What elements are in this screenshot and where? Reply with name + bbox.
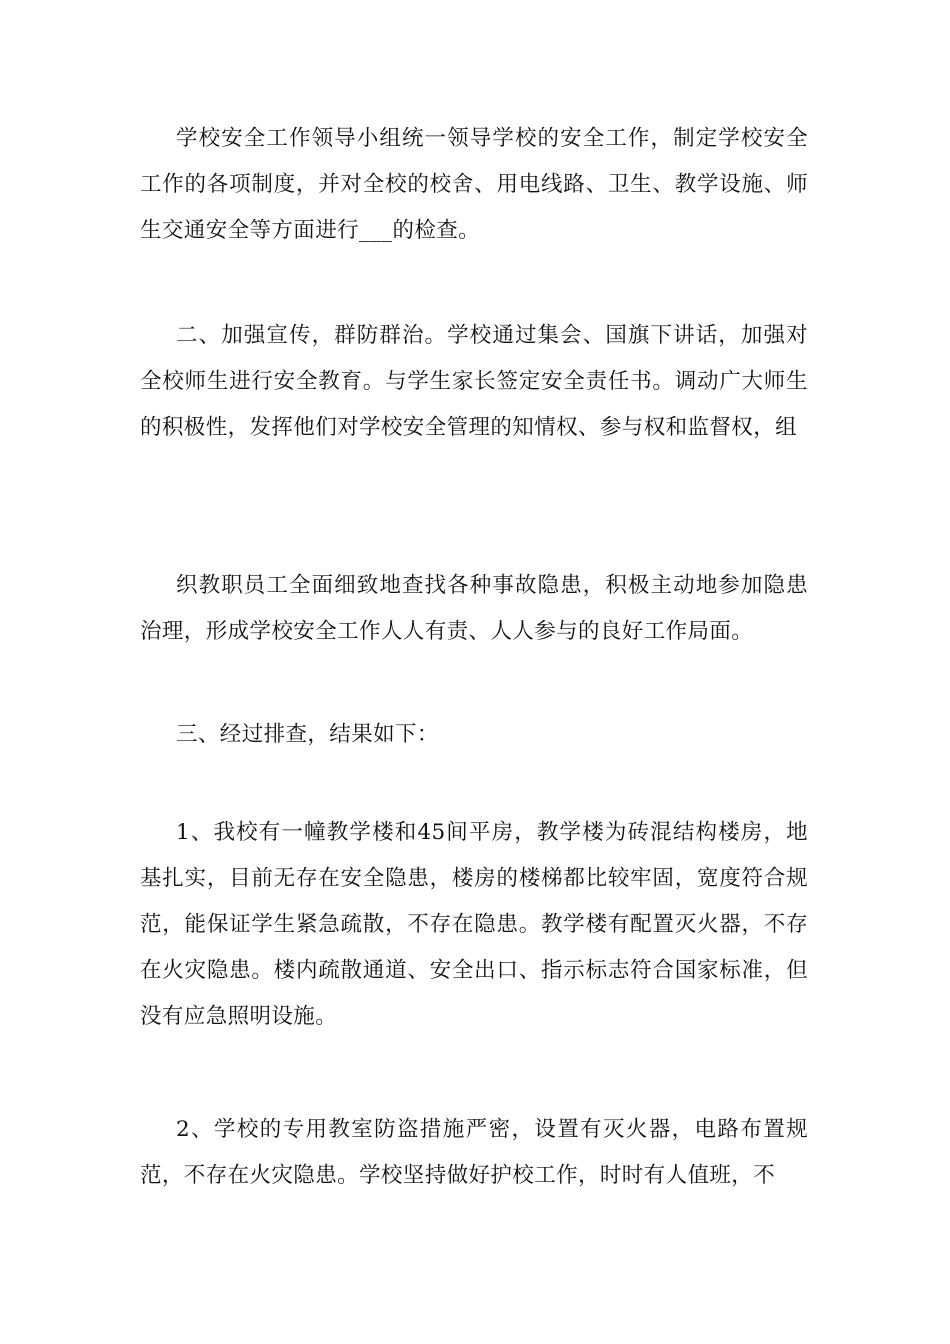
paragraph-hazard-check: 织教职员工全面细致地查找各种事故隐患，积极主动地参加隐患治理，形成学校安全工作人人有责、人人参与的良好工作局面。 bbox=[140, 573, 808, 644]
paragraph-item-one: 1、我校有一幢教学楼和45间平房，教学楼为砖混结构楼房，地基扎实，目前无存在安全隐患，楼房的楼梯都比较牢固，宽度符合规范，能保证学生紧急疏散，不存在隐患。教学楼有配置灭火器，不存在火灾隐患。楼内疏散通道、安全出口、指示标志符合国家标准，但没有应急照明设施。 bbox=[140, 820, 808, 1029]
paragraph-section-three-heading: 三、经过排查，结果如下： bbox=[176, 722, 439, 747]
paragraph-leadership-group: 学校安全工作领导小组统一领导学校的安全工作，制定学校安全工作的各项制度，并对全校的校舍、用电线路、卫生、教学设施、师生交通安全等方面进行___的检查。 bbox=[140, 126, 808, 243]
paragraph-item-two: 2、学校的专用教室防盗措施严密，设置有灭火器，电路布置规范，不存在火灾隐患。学校坚持做好护校工作，时时有人值班，不 bbox=[140, 1117, 808, 1188]
paragraph-publicity: 二、加强宣传，群防群治。学校通过集会、国旗下讲话，加强对全校师生进行安全教育。与学生家长签定安全责任书。调动广大师生的积极性，发挥他们对学校安全管理的知情权、参与权和监督权，组 bbox=[140, 323, 808, 440]
